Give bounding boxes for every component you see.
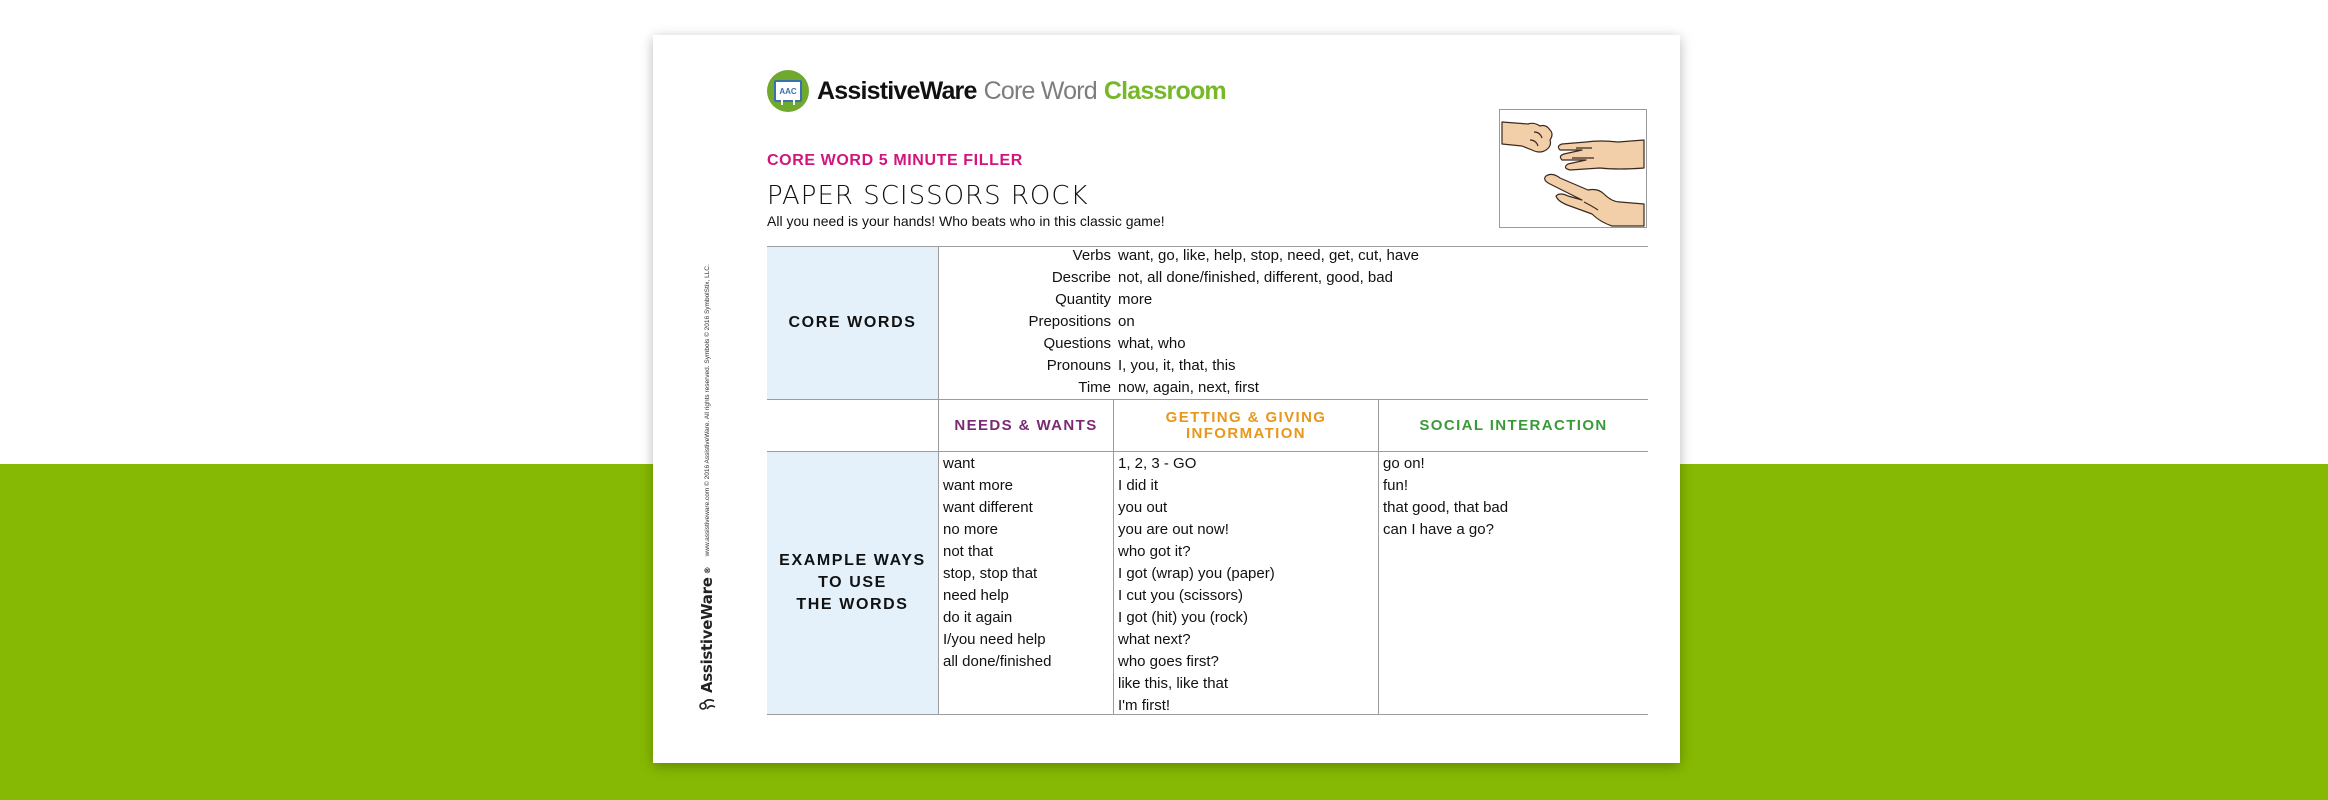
list-item: I got (wrap) you (paper)	[1118, 565, 1275, 582]
copyright-text: www.assistiveware.com © 2016 AssistiveWare. All rights reserved. Symbols © 2016 SymbolStix, LLC.	[703, 264, 711, 557]
brand-logo	[767, 70, 1226, 112]
list-item: can I have a go?	[1383, 521, 1494, 538]
brand-product-accent: Classroom	[1103, 76, 1226, 105]
category-label: Pronouns	[1046, 357, 1111, 374]
category-label: Describe	[1051, 269, 1111, 286]
list-item: I'm first!	[1118, 697, 1171, 714]
list-item: who goes first?	[1118, 653, 1219, 670]
page-title: PAPER SCISSORS ROCK	[767, 181, 1089, 211]
copyright-strip	[692, 252, 722, 712]
assistiveware-logo-icon	[698, 696, 716, 712]
list-item: stop, stop that	[943, 565, 1038, 582]
core-word-categories	[941, 245, 1111, 399]
list-item: like this, like that	[1118, 675, 1229, 692]
core-word-list: on	[1118, 313, 1135, 330]
list-item: you are out now!	[1118, 521, 1229, 538]
list-item: no more	[943, 521, 999, 538]
core-word-list: not, all done/finished, different, good, bad	[1118, 269, 1393, 286]
hands-illustration	[1499, 109, 1647, 228]
aac-badge-text: AAC	[774, 80, 802, 102]
registered-mark: ®	[702, 566, 712, 575]
list-item: I did it	[1118, 477, 1159, 494]
table-column-divider	[938, 246, 939, 714]
list-item: not that	[943, 543, 994, 560]
list-item: I got (hit) you (rock)	[1118, 609, 1249, 626]
core-words-label: CORE WORDS	[767, 247, 938, 399]
list-item: who got it?	[1118, 543, 1191, 560]
side-brand	[698, 566, 716, 712]
list-item: you out	[1118, 499, 1168, 516]
list-item: want different	[943, 499, 1033, 516]
core-word-list: what, who	[1118, 335, 1186, 352]
brand-name: AssistiveWare	[817, 76, 977, 105]
getting-giving-list	[1118, 453, 1374, 717]
core-word-values	[1118, 245, 1638, 399]
category-label: Time	[1078, 379, 1111, 396]
core-word-list: I, you, it, that, this	[1118, 357, 1236, 374]
list-item: 1, 2, 3 - GO	[1118, 455, 1197, 472]
category-label: Verbs	[1072, 247, 1111, 264]
list-item: do it again	[943, 609, 1013, 626]
category-label: Prepositions	[1028, 313, 1111, 330]
list-item: what next?	[1118, 631, 1191, 648]
list-item: fun!	[1383, 477, 1409, 494]
aac-easel-icon	[767, 70, 809, 112]
list-item: want	[943, 455, 975, 472]
rock-paper-scissors-hands-icon	[1500, 110, 1646, 227]
brand-title	[817, 77, 1226, 106]
list-item: all done/finished	[943, 653, 1052, 670]
column-header-getting-giving: GETTING & GIVING INFORMATION	[1165, 408, 1327, 442]
column-header-social: SOCIAL INTERACTION	[1419, 416, 1608, 434]
list-item: I cut you (scissors)	[1118, 587, 1244, 604]
core-word-list: want, go, like, help, stop, need, get, cut, have	[1118, 247, 1420, 264]
list-item: I/you need help	[943, 631, 1046, 648]
list-item: that good, that bad	[1383, 499, 1509, 516]
side-wordmark: AssistiveWare	[698, 577, 716, 693]
example-ways-label: EXAMPLE WAYS TO USE THE WORDS	[767, 452, 938, 714]
list-item: need help	[943, 587, 1009, 604]
category-label: Quantity	[1055, 291, 1111, 308]
core-word-list: more	[1118, 291, 1153, 308]
core-word-list: now, again, next, first	[1118, 379, 1259, 396]
list-item: want more	[943, 477, 1014, 494]
filler-heading: CORE WORD 5 MINUTE FILLER	[767, 152, 1023, 169]
brand-product: Core Word	[983, 76, 1097, 105]
social-interaction-list	[1383, 453, 1643, 541]
column-header-needs-wants: NEEDS & WANTS	[954, 416, 1098, 434]
needs-wants-list	[943, 453, 1109, 673]
page-subtitle: All you need is your hands! Who beats who in this classic game!	[767, 213, 1165, 229]
list-item: go on!	[1383, 455, 1425, 472]
category-label: Questions	[1043, 335, 1111, 352]
